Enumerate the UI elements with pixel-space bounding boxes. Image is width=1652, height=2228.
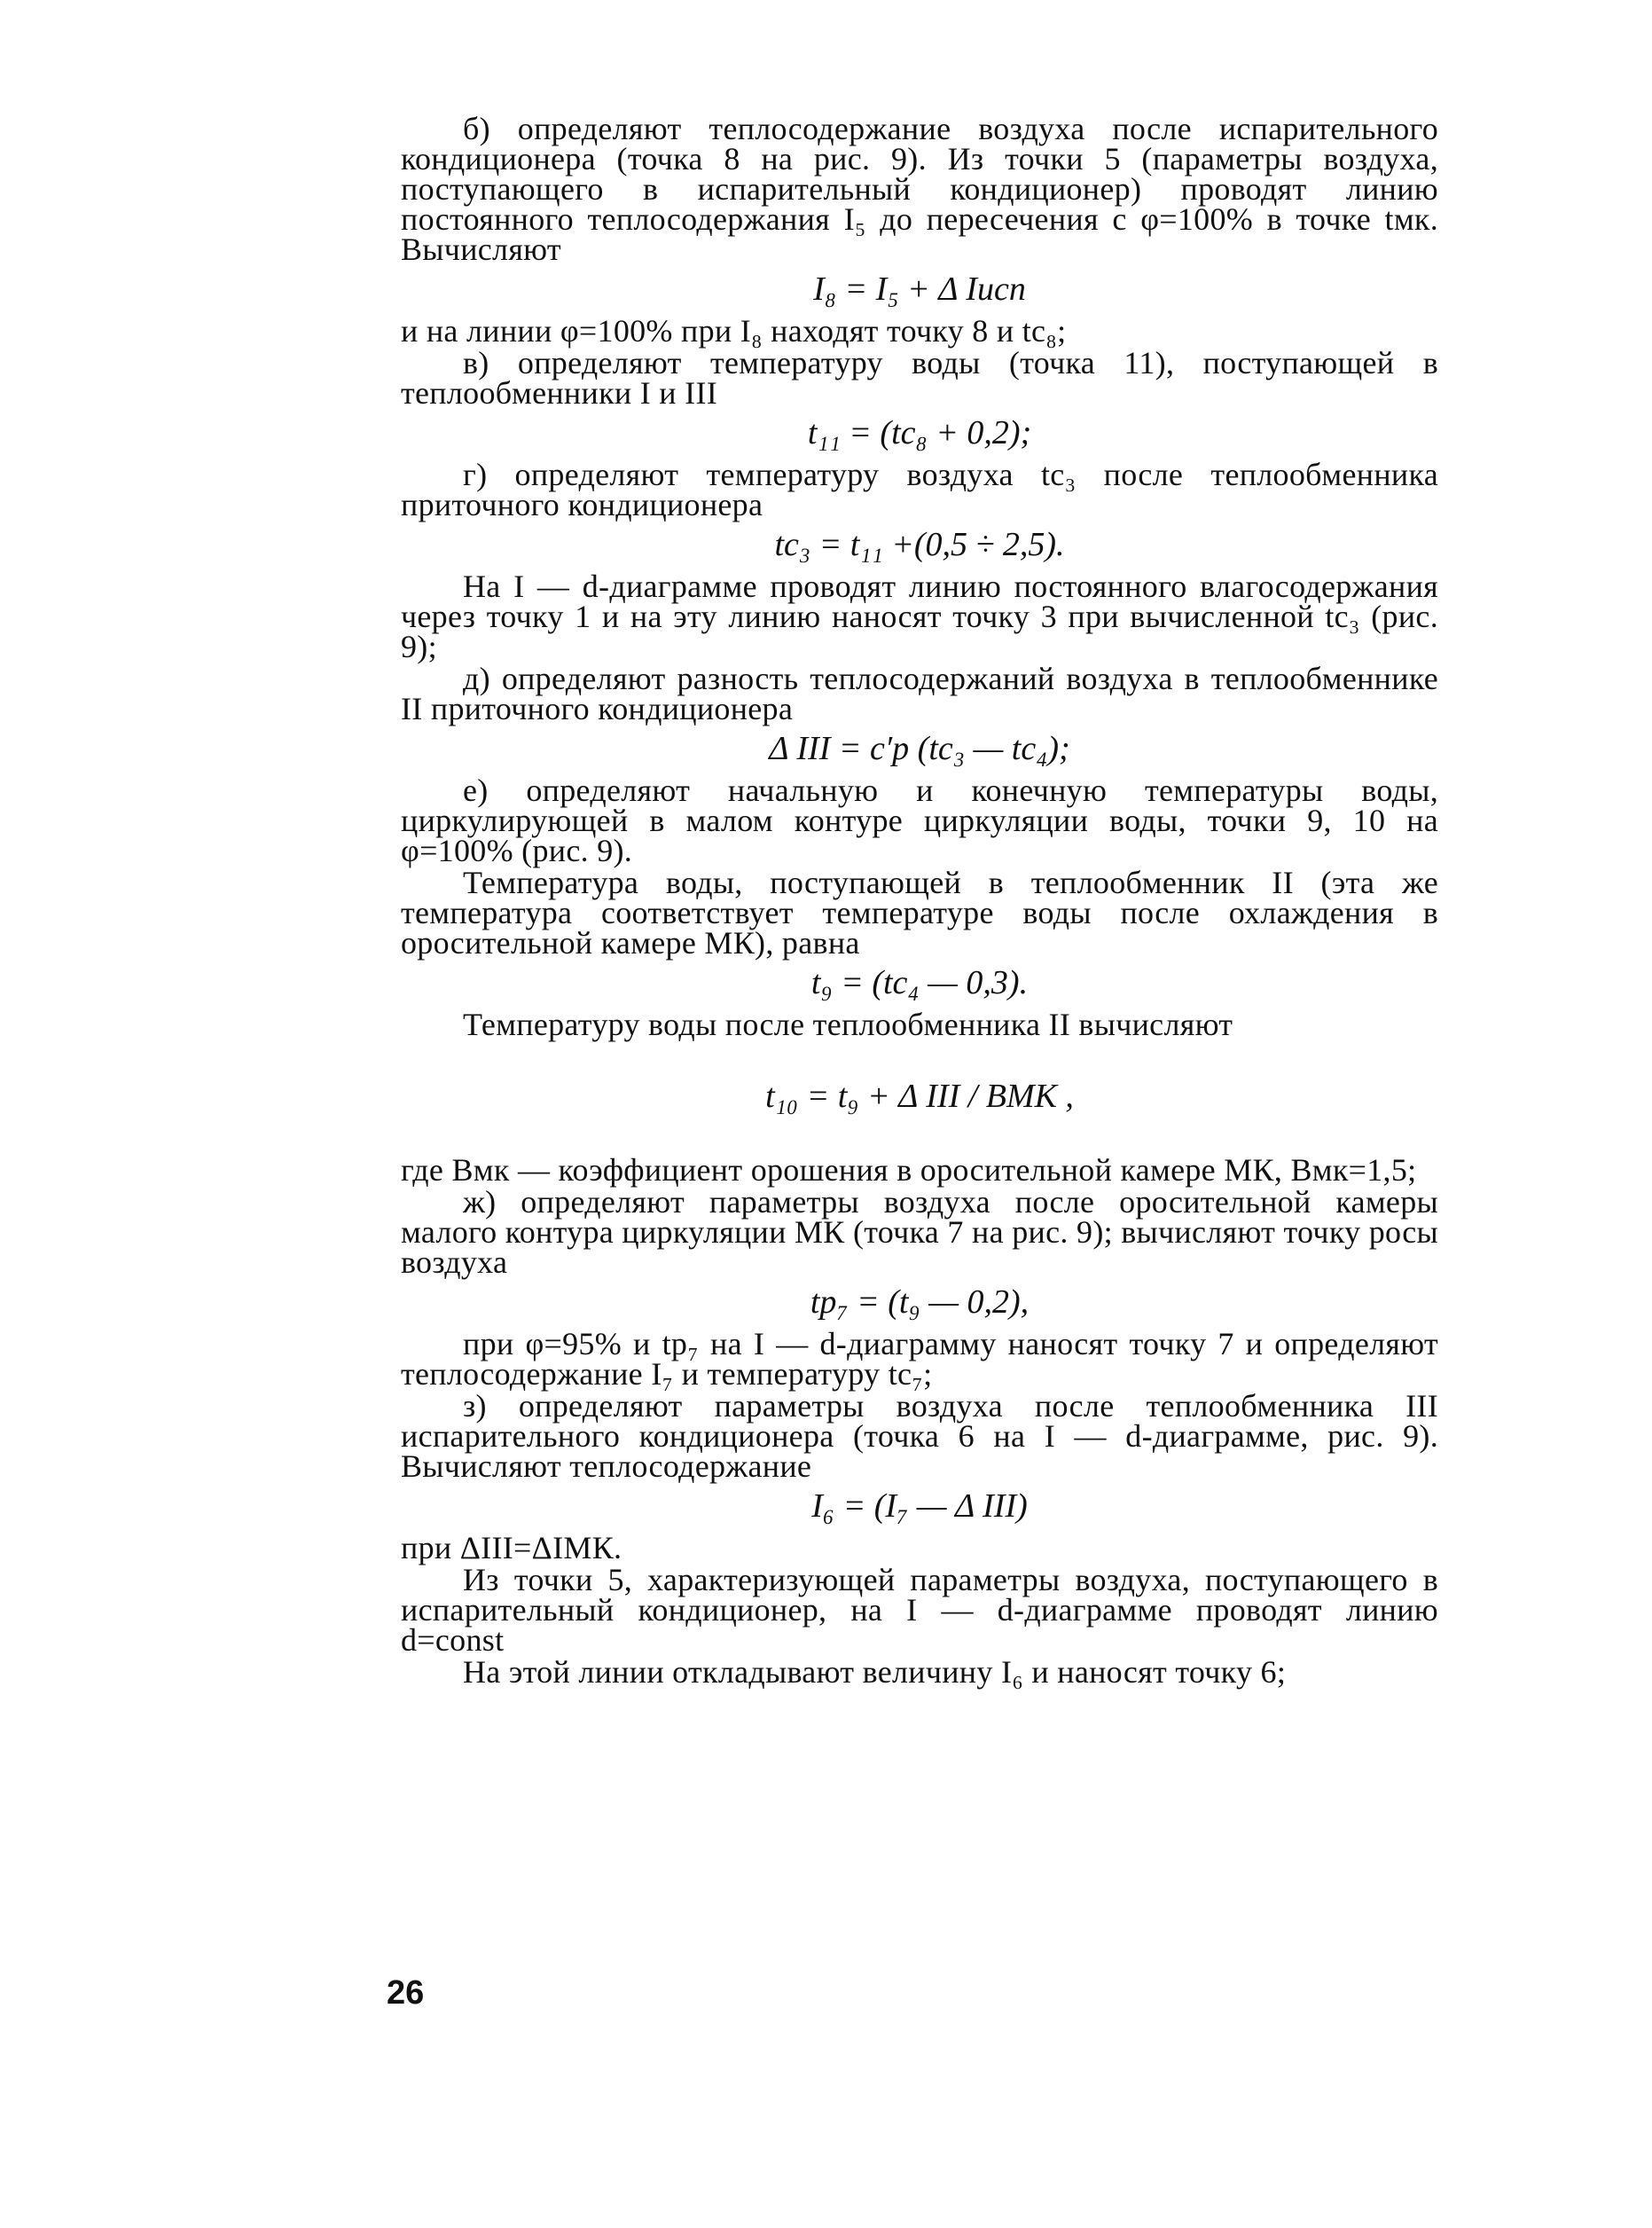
formula-i8: I₈ = I₅ + Δ Iисп (813, 271, 1026, 308)
paragraph-t10-intro: Температуру воды после теплообменника II вычисляют (463, 1007, 1233, 1042)
paragraph-v: в) определяют температуру воды (точка 11), поступающей в теплообменники I и III (401, 345, 1438, 411)
formula-t11: t₁₁ = (tс₈ + 0,2); (807, 414, 1032, 451)
paragraph-water-temp: Температура воды, поступающей в теплообменник II (эта же температура соответствует температуре воды после охлаждения в оросительной камере МК), равна (401, 865, 1438, 961)
paragraph-z: з) определяют параметры воздуха после теплообменника III испарительного кондиционера (точка 6 на I — d-диаграмме, рис. 9). Вычисляют теплосодержание (401, 1388, 1438, 1484)
paragraph-id-diagram: На I — d-диаграмме проводят линию постоянного влагосодержания через точку 1 и на эту линию наносят точку 3 при вычисленной tс₃ (рис. 9); (401, 569, 1438, 664)
paragraph-delta-condition: при ΔIII=ΔIМК. (401, 1530, 622, 1565)
paragraph-bmk: где Bмк — коэффициент орошения в оросительной камере МК, Bмк=1,5; (401, 1152, 1417, 1188)
paragraph-point6: На этой линии откладывают величину I₆ и наносят точку 6; (463, 1654, 1287, 1690)
formula-t9: t₉ = (tс₄ — 0,3). (810, 964, 1029, 1001)
paragraph-zh: ж) определяют параметры воздуха после оросительной камеры малого контура циркуляции МК (точка 7 на рис. 9); вычисляют точку росы воздуха (401, 1184, 1438, 1280)
page-number: 26 (387, 1974, 425, 2012)
formula-t10: t₁₀ = t₉ + Δ III / BМК , (765, 1078, 1074, 1115)
paragraph-b: б) определяют теплосодержание воздуха после испарительного кондиционера (точка 8 на рис. 9). Из точки 5 (параметры воздуха, поступающего в испарительный кондиционер) проводят линию постоянного теплосодержания I₅ до пересечения с φ=100% в точке tмк. Вычисляют (401, 111, 1438, 267)
paragraph-point7: при φ=95% и tр₇ на I — d-диаграмму наносят точку 7 и определяют теплосодержание I₇ и температуру tс₇; (401, 1326, 1438, 1392)
paragraph-b-cont: и на линии φ=100% при I₈ находят точку 8 и tс₈; (401, 313, 1067, 349)
paragraph-d: д) определяют разность теплосодержаний воздуха в теплообменнике II приточного кондиционера (401, 661, 1438, 726)
formula-tp7: tр₇ = (t₉ — 0,2), (810, 1283, 1030, 1321)
paragraph-point5: Из точки 5, характеризующей параметры воздуха, поступающего в испарительный кондиционер, на I — d-диаграмме проводят линию d=const (401, 1562, 1438, 1658)
formula-delta-i2: Δ III = c′p (tс₃ — tс₄); (769, 730, 1070, 767)
paragraph-g: г) определяют температуру воздуха tс₃ после теплообменника приточного кондиционера (401, 457, 1438, 522)
text-column (401, 111, 1438, 1690)
formula-tc3: tс₃ = t₁₁ +(0,5 ÷ 2,5). (774, 526, 1065, 563)
formula-i6: I₆ = (I₇ — Δ III) (811, 1487, 1028, 1525)
paragraph-e: е) определяют начальную и конечную температуры воды, циркулирующей в малом контуре циркуляции воды, точки 9, 10 на φ=100% (рис. 9). (401, 773, 1438, 868)
